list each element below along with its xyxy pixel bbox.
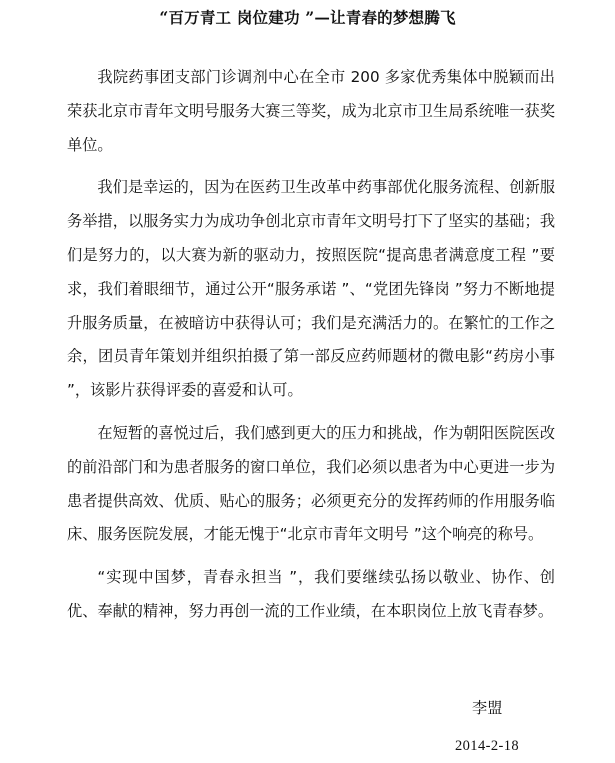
paragraph-4: “实现中国梦，青春永担当 ”，我们要继续弘扬以敬业、协作、创优、奉献的精神，努力再创一流的工作业绩，在本职岗位上放飞青春梦。 — [67, 568, 555, 620]
document-title: “百万青工 岗位建功 ”—让青春的梦想腾飞 — [159, 8, 456, 27]
paragraph-1: 我院药事团支部门诊调剂中心在全市 200 多家优秀集体中脱颖而出荣获北京市青年文明号服务大赛三等奖，成为北京市卫生局系统唯一获奖单位。 — [67, 68, 555, 154]
paragraph-2: 我们是幸运的，因为在医药卫生改革中药事部优化服务流程、创新服务举措，以服务实力为成功争创北京市青年文明号打下了坚实的基础；我们是努力的，以大赛为新的驱动力，按照医院“提高患者满意度工程 ”要求，我们着眼细节，通过公开“服务承诺 ”、“党团先锋岗 ”努力不断地提升服务质量，在被暗访中获得认可；我们是充满活力的。在繁忙的工作之余，团员青年策划并组织拍摄了第一部反应药师题材的微电影“药房小事 ”，该影片获得评委的喜爱和认可。 — [67, 178, 555, 400]
document-date: 2014-2-18 — [455, 738, 520, 754]
paragraph-3: 在短暂的喜悦过后，我们感到更大的压力和挑战，作为朝阳医院医改的前沿部门和为患者服务的窗口单位，我们必须以患者为中心更进一步为患者提供高效、优质、贴心的服务；必须更充分的发挥药师的作用服务临床、服务医院发展，才能无愧于“北京市青年文明号 ”这个响亮的称号。 — [67, 423, 555, 544]
document-body — [67, 61, 555, 638]
author-signature: 李盟 — [472, 699, 503, 717]
